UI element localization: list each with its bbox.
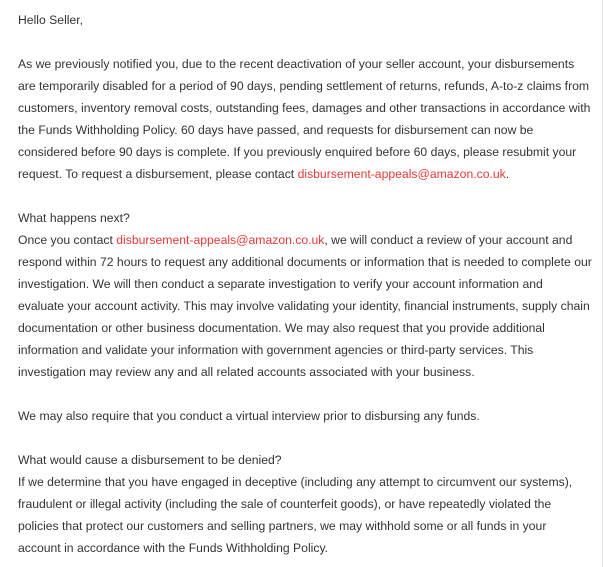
- paragraph-next-steps-text: , we will conduct a review of your account and respond within 72 hours to request any additional documents or information that is needed to complete our investigation. We will then conduct a separate investigation to verify your account information and evaluate your account activity. This may involve validating your identity, financial instruments, supply chain documentation or other business documentation. We may also request that you provide additional information and validate your information with government agencies or third-party services. This investigation may review any and all related accounts associated with your business.: [18, 233, 592, 379]
- paragraph-next-steps: [18, 207, 592, 383]
- paragraph-notice-end: .: [505, 167, 510, 181]
- paragraph-notice: [18, 53, 592, 185]
- paragraph-denial-text: If we determine that you have engaged in deceptive (including any attempt to circumvent our systems), fraudulent or illegal activity (including the sale of counterfeit goods), or have repeatedly violated the policies that protect our customers and selling partners, we may withhold some or all funds in your account in accordance with the Funds Withholding Policy.: [18, 475, 573, 555]
- paragraph-denial: [18, 449, 592, 559]
- paragraph-virtual-interview: We may also require that you conduct a virtual interview prior to disbursing any funds.: [18, 409, 480, 423]
- greeting: Hello Seller,: [18, 13, 84, 27]
- disbursement-appeals-email-link-2[interactable]: disbursement-appeals@amazon.co.uk: [116, 233, 325, 247]
- section-heading-denial: What would cause a disbursement to be denied?: [18, 453, 282, 467]
- paragraph-next-steps-lead: Once you contact: [18, 233, 117, 247]
- paragraph-notice-text: As we previously notified you, due to the recent deactivation of your seller account, your disbursements are temporarily disabled for a period of 90 days, pending settlement of returns, refunds, A-to-z claims from customers, inventory removal costs, outstanding fees, damages and other transactions in accordance with the Funds Withholding Policy. 60 days have passed, and requests for disbursement can now be considered before 90 days is complete. If you previously enquired before 60 days, please resubmit your request. To request a disbursement, please contact: [18, 57, 591, 181]
- section-heading-what-happens-next: What happens next?: [18, 211, 130, 225]
- disbursement-appeals-email-link[interactable]: disbursement-appeals@amazon.co.uk: [297, 167, 506, 181]
